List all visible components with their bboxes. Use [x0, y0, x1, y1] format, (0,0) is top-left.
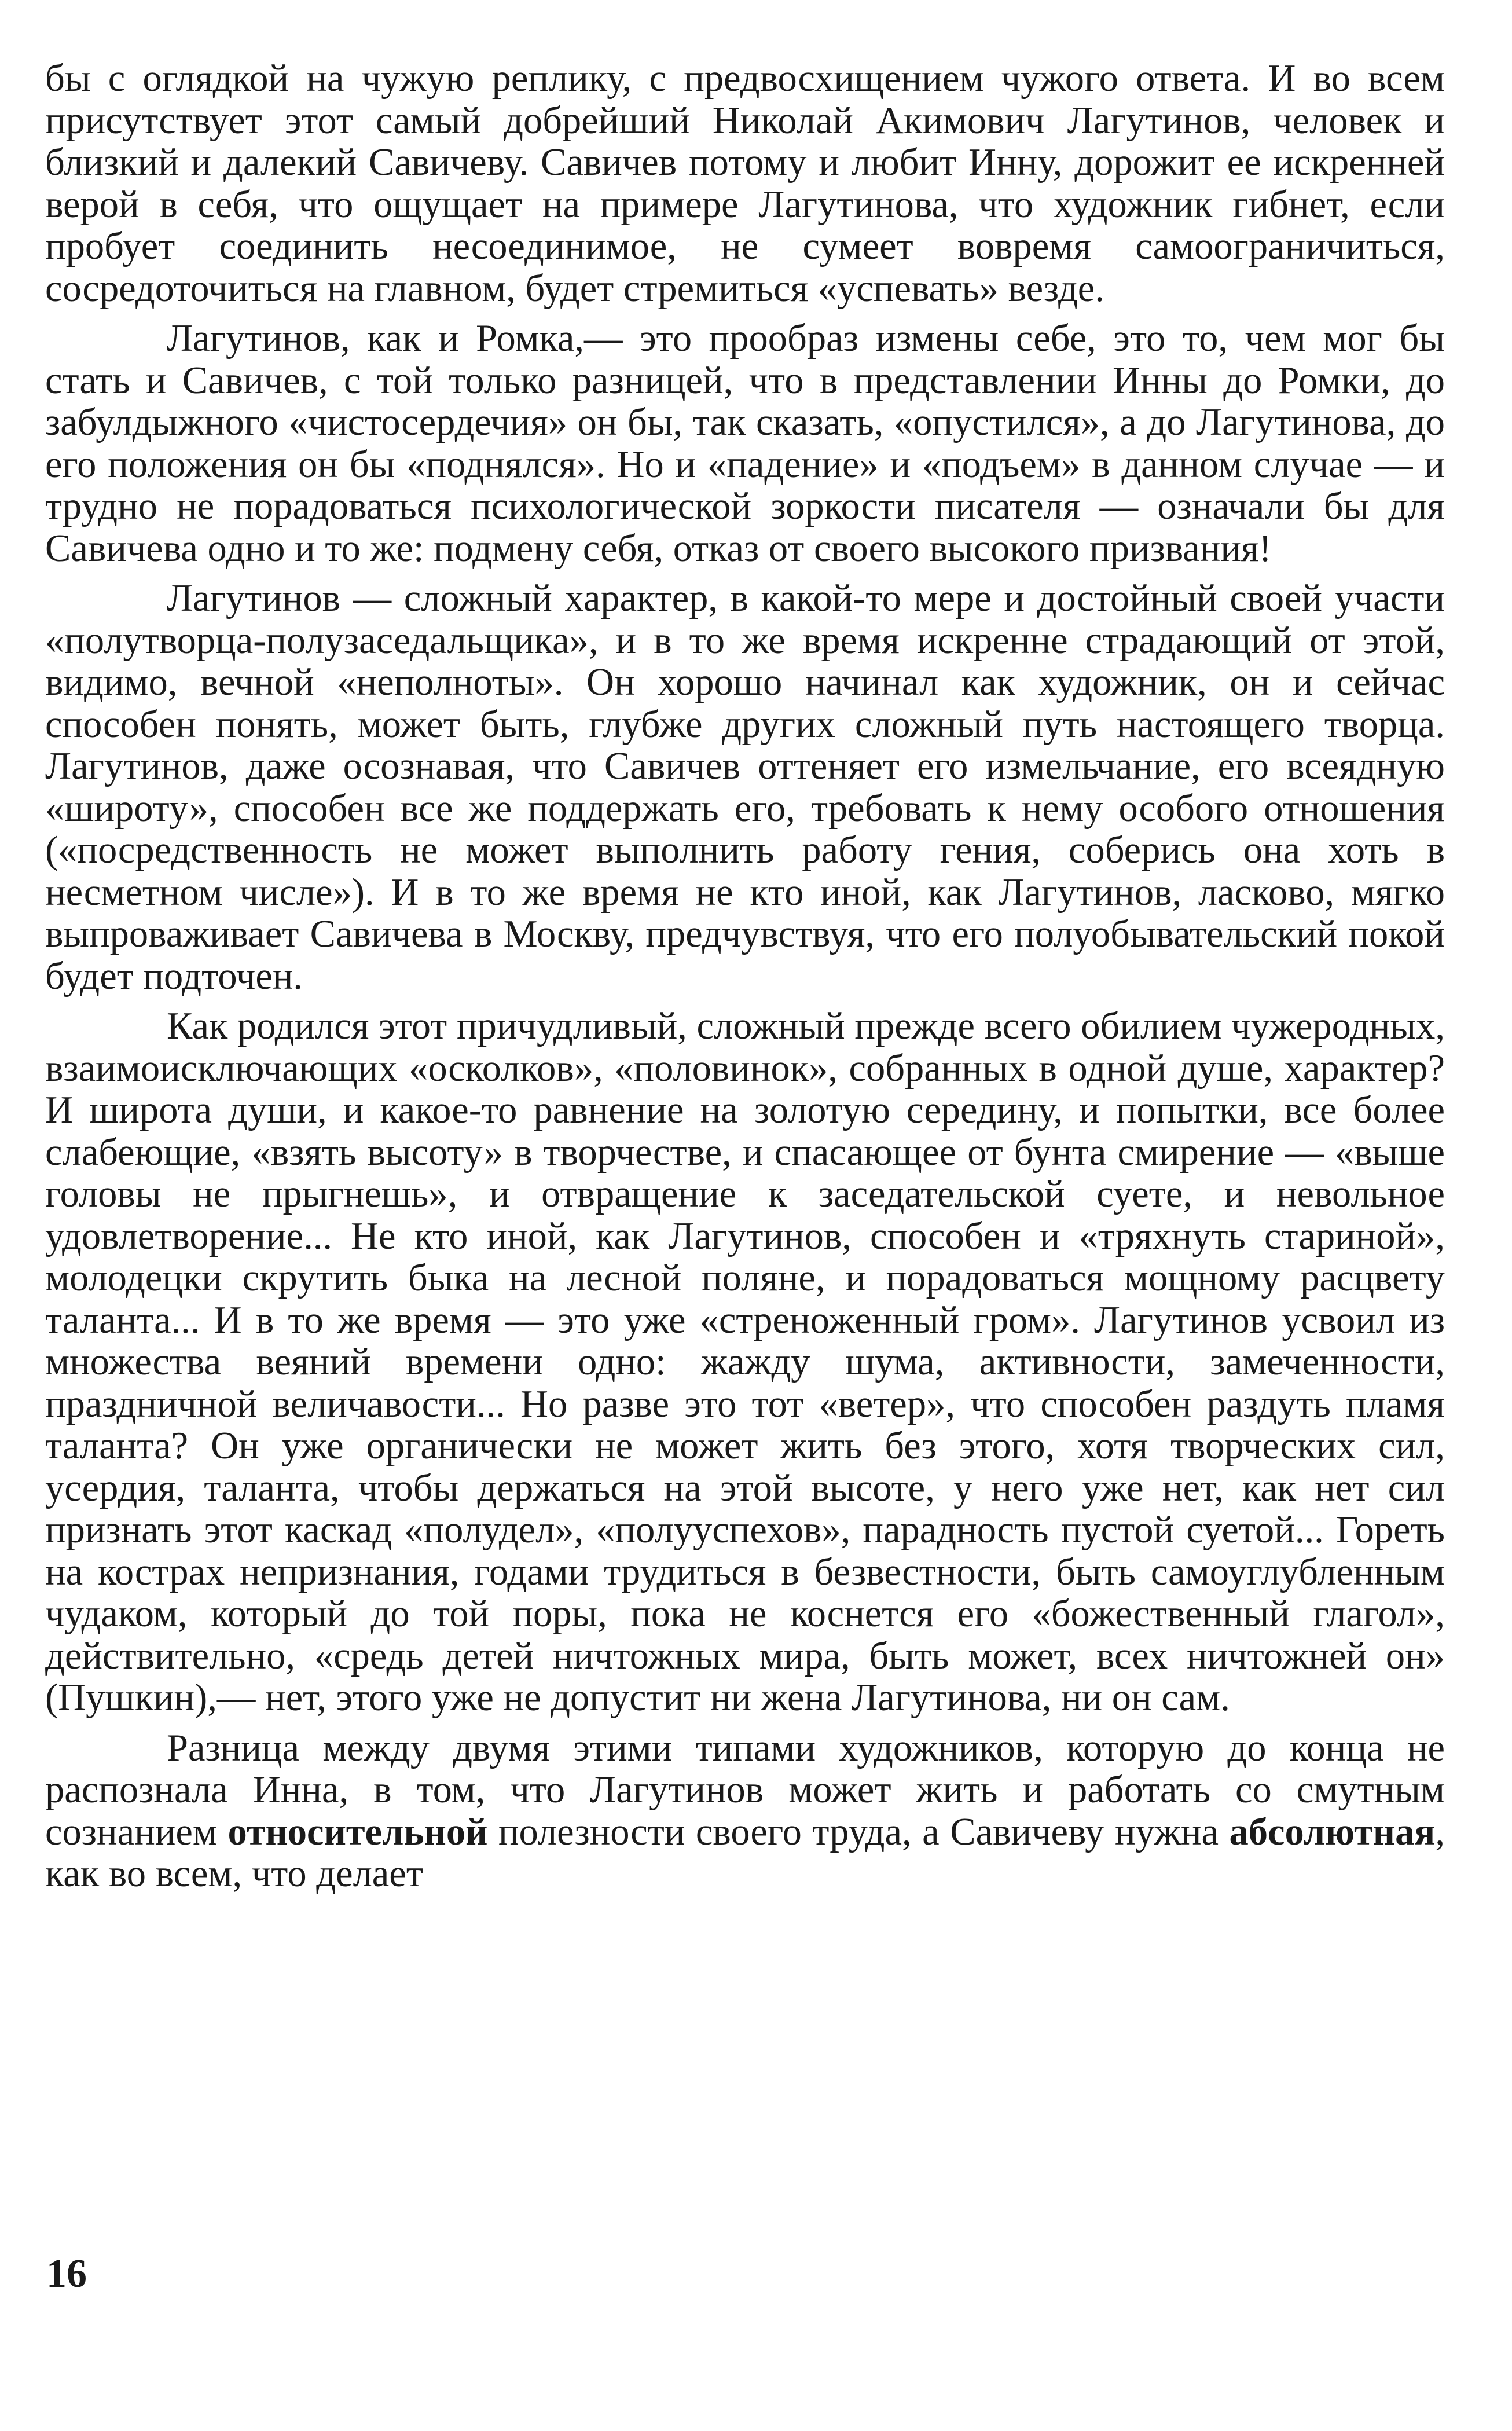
page-number: 16 — [46, 2252, 87, 2296]
paragraph-5 — [45, 1728, 1445, 1895]
emphasis-relative: относительной — [227, 1810, 488, 1853]
paragraph-5-text-after: , как во всем, что делает — [45, 1810, 1445, 1895]
paragraph-1: бы с оглядкой на чужую реплику, с предвосхищением чужого ответа. И во всем присутствует этот самый добрейший Николай Акимович Лагутинов, человек и близкий и далекий Савичеву. Савичев потому и любит Инну, дорожит ее искренней верой в себя, что ощущает на примере Лагутинова, что художник гибнет, если пробует соединить несоединимое, не сумеет вовремя самоограничиться, сосредоточиться на главном, будет стремиться «успевать» везде. — [45, 57, 1445, 310]
page-body — [45, 58, 1445, 1895]
paragraph-5-text-before: Разница между двумя этими типами художников, которую до конца не распознала Инна, в том, что Лагутинов может жить и работать со смутным сознанием — [45, 1726, 1445, 1853]
paragraph-3: Лагутинов — сложный характер, в какой-то мере и достойный своей участи «полутворца-полузаседальщика», и в то же время искренне страдающий от этой, видимо, вечной «неполноты». Он хорошо начинал как художник, он и сейчас способен понять, может быть, глубже других сложный путь настоящего творца. Лагутинов, даже осознавая, что Савичев оттеняет его измельчание, его всеядную «широту», способен все же поддержать его, требовать к нему особого отношения («посредственность не может выполнить работу гения, соберись она хоть в несметном числе»). И в то же время не кто иной, как Лагутинов, ласково, мягко выпроваживает Савичева в Москву, предчувствуя, что его полуобывательский покой будет подточен. — [45, 577, 1445, 998]
paragraph-2: Лагутинов, как и Ромка,— это прообраз измены себе, это то, чем мог бы стать и Савичев, с той только разницей, что в представлении Инны до Ромки, до забулдыжного «чистосердечия» он бы, так сказать, «опустился», а до Лагутинова, до его положения он бы «поднялся». Но и «падение» и «подъем» в данном случае — и трудно не порадоваться психологической зоркости писателя — означали бы для Савичева одно и то же: подмену себя, отказ от своего высокого призвания! — [45, 317, 1445, 570]
paragraph-4: Как родился этот причудливый, сложный прежде всего обилием чужеродных, взаимоисключающих «осколков», «половинок», собранных в одной душе, характер? И широта души, и какое-то равнение на золотую середину, и попытки, все более слабеющие, «взять высоту» в творчестве, и спасающее от бунта смирение — «выше головы не прыгнешь», и отвращение к заседательской суете, и невольное удовлетворение... Не кто иной, как Лагутинов, способен и «тряхнуть стариной», молодецки скрутить быка на лесной поляне, и порадоваться мощному расцвету таланта... И в то же время — это уже «стреноженный гром». Лагутинов усвоил из множества веяний времени одно: жажду шума, активности, замеченности, праздничной величавости... Но разве это тот «ветер», что способен раздуть пламя таланта? Он уже органически не может жить без этого, хотя творческих сил, усердия, таланта, чтобы держаться на этой высоте, у него уже нет, как нет сил признать этот каскад «полудел», «полууспехов», парадность пустой суетой... Гореть на кострах непризнания, годами трудиться в безвестности, быть самоуглубленным чудаком, который до той поры, пока не коснется его «божественный глагол», действительно, «средь детей ничтожных мира, быть может, всех ничтожней он» (Пушкин),— нет, этого уже не допустит ни жена Лагутинова, ни он сам. — [45, 1005, 1445, 1719]
emphasis-absolute: абсолютная — [1229, 1810, 1436, 1853]
paragraph-5-text-middle: полезности своего труда, а Савичеву нужна — [487, 1810, 1230, 1853]
